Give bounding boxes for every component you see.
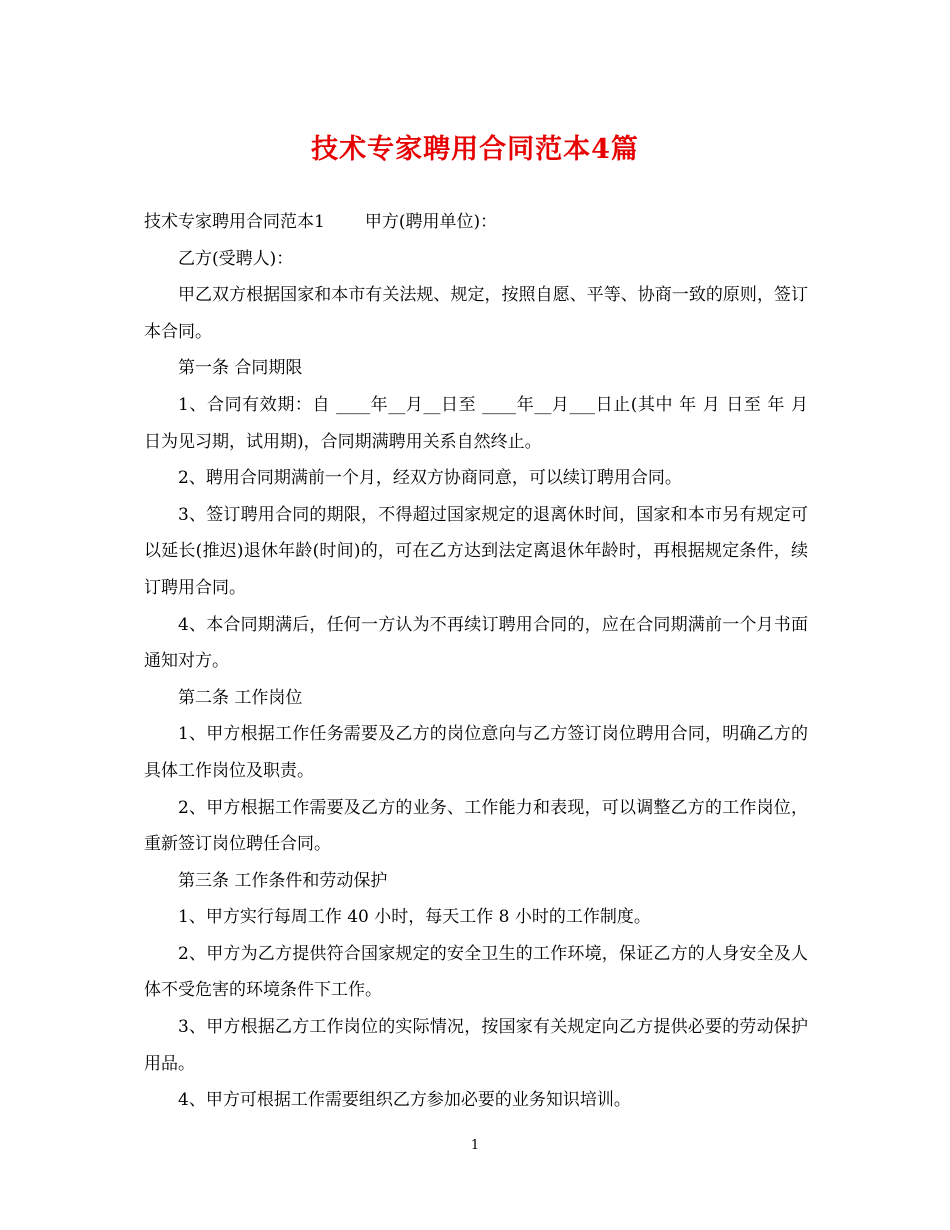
first-line <box>144 204 808 241</box>
document-body <box>144 204 808 1119</box>
paragraph: 2、甲方为乙方提供符合国家规定的安全卫生的工作环境，保证乙方的人身安全及人体不受危害的环境条件下工作。 <box>144 943 808 1001</box>
paragraph: 1、合同有效期：自 ____年__月__日至 ____年__月___日止(其中 年 月 日至 年 月 日为见习期，试用期)，合同期满聘用关系自然终止。 <box>144 394 808 452</box>
paragraph: 4、甲方可根据工作需要组织乙方参加必要的业务知识培训。 <box>178 1090 631 1111</box>
document-title: 技术专家聘用合同范本4篇 <box>311 134 639 165</box>
section-heading: 第一条 合同期限 <box>178 358 303 379</box>
paragraph: 3、甲方根据乙方工作岗位的实际情况，按国家有关规定向乙方提供必要的劳动保护用品。 <box>144 1017 808 1074</box>
section-heading: 第三条 工作条件和劳动保护 <box>178 870 388 891</box>
paragraph: 1、甲方实行每周工作 40 小时，每天工作 8 小时的工作制度。 <box>178 907 651 928</box>
paragraph: 2、聘用合同期满前一个月，经双方协商同意，可以续订聘用合同。 <box>178 468 682 489</box>
party-a-label: 甲方(聘用单位)： <box>364 212 498 232</box>
paragraph: 2、甲方根据工作需要及乙方的业务、工作能力和表现，可以调整乙方的工作岗位，重新签订岗位聘任合同。 <box>144 797 808 855</box>
paragraph: 乙方(受聘人)： <box>178 248 294 269</box>
paragraph: 1、甲方根据工作任务需要及乙方的岗位意向与乙方签订岗位聘用合同，明确乙方的具体工作岗位及职责。 <box>144 724 808 781</box>
page-number: 1 <box>470 1138 480 1153</box>
paragraph: 3、签订聘用合同的期限，不得超过国家规定的退离休时间，国家和本市另有规定可以延长(推迟)退休年龄(时间)的，可在乙方达到法定离退休年龄时，再根据规定条件，续订聘用合同。 <box>144 504 808 598</box>
paragraph: 4、本合同期满后，任何一方认为不再续订聘用合同的，应在合同期满前一个月书面通知对方。 <box>144 614 808 672</box>
section-heading: 第二条 工作岗位 <box>178 687 303 708</box>
paragraph: 甲乙双方根据国家和本市有关法规、规定，按照自愿、平等、协商一致的原则，签订本合同。 <box>144 285 808 342</box>
contract-heading: 技术专家聘用合同范本1 <box>144 212 325 232</box>
